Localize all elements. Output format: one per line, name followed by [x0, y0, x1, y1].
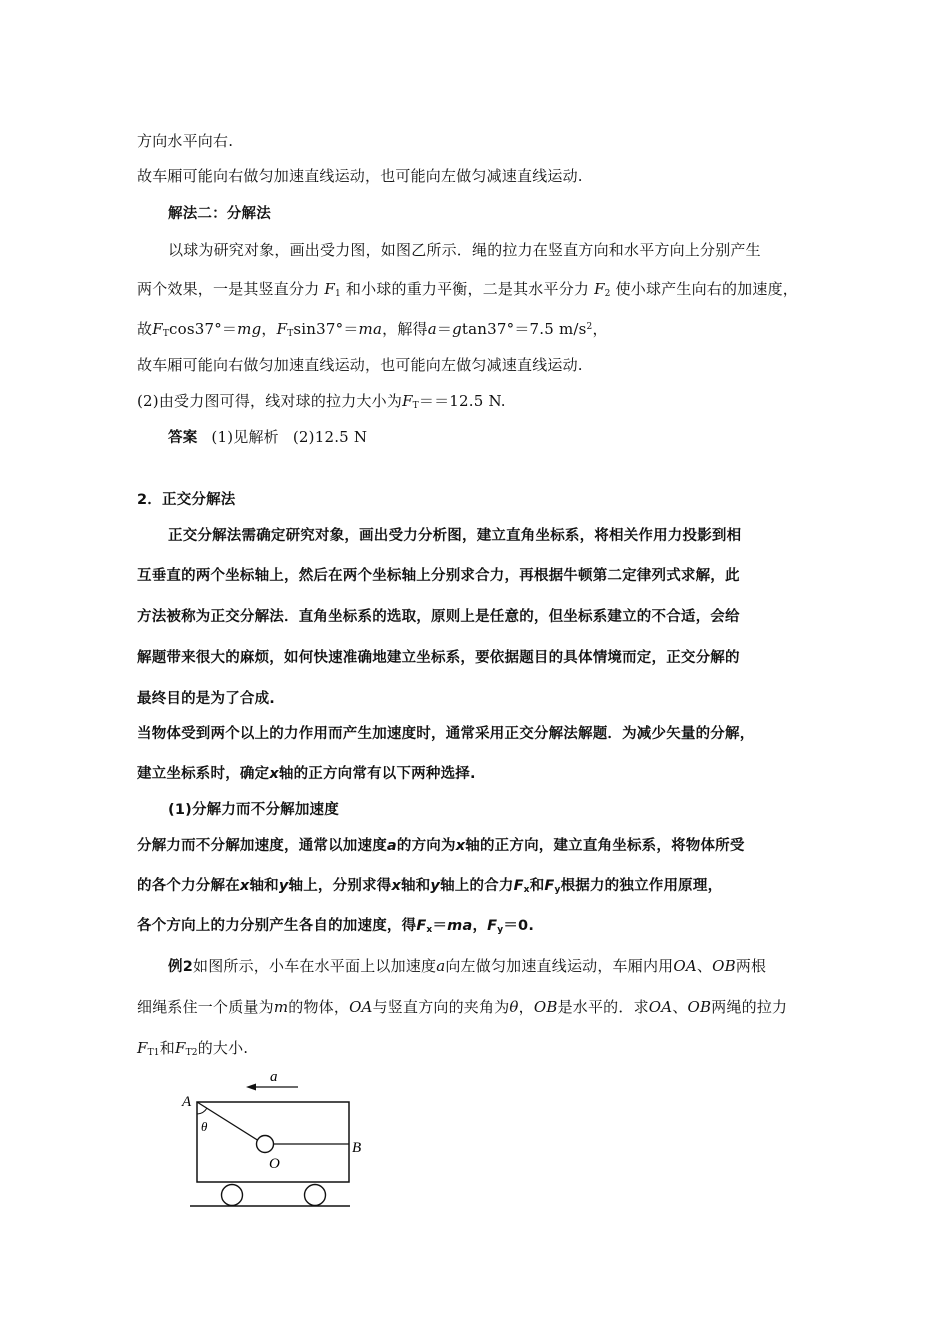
text-line-11: 正交分解法需确定研究对象，画出受力分析图，建立直角坐标系，将相关作用力投影到相: [168, 528, 742, 544]
answer-line: 答案 (1)见解析 (2)12.5 N: [168, 428, 368, 446]
ball-O: [257, 1136, 274, 1153]
label-A: A: [182, 1094, 192, 1110]
example-2-line-3: $F_{T1}$和$F_{T2}$的大小.: [137, 1039, 249, 1058]
text-line-12: 互垂直的两个坐标轴上，然后在两个坐标轴上分别求合力，再根据牛顿第二定律列式求解，此: [137, 568, 740, 584]
text-line-4: 以球为研究对象，画出受力图，如图乙所示．绳的拉力在竖直方向和水平方向上分别产生: [168, 241, 761, 259]
text-line-2: 故车厢可能向右做匀加速直线运动，也可能向左做匀减速直线运动.: [137, 167, 583, 185]
text-line-17: 建立坐标系时，确定x轴的正方向常有以下两种选择.: [137, 766, 476, 782]
text-line-1: 方向水平向右.: [137, 132, 234, 150]
text-line-8: (2)由受力图可得，线对球的拉力大小为$F_T==12.5$ N.: [137, 392, 506, 411]
example-label: 例2: [168, 959, 193, 975]
text-line-7: 故车厢可能向右做匀加速直线运动，也可能向左做匀减速直线运动.: [137, 356, 583, 374]
text-line-20: 的各个力分解在x轴和y轴上，分别求得x轴和y轴上的合力$F_x$和$F_y$根据力的独立作用原理，: [137, 878, 723, 895]
acceleration-arrowhead: [246, 1084, 256, 1091]
text-line-14: 解题带来很大的麻烦，如何快速准确地建立坐标系，要依据题目的具体情境而定，正交分解的: [137, 650, 740, 666]
example-2-line-2: 细绳系住一个质量为m的物体，OA与竖直方向的夹角为θ，OB是水平的．求OA、OB两绳的拉力: [137, 998, 788, 1016]
example-2-line-1: 例2如图所示，小车在水平面上以加速度a向左做匀加速直线运动，车厢内用OA、OB两根: [168, 957, 767, 975]
text-line-21: 各个方向上的力分别产生各自的加速度，得$F_x=ma$，$F_y=0$.: [137, 918, 535, 935]
text-line-6-equations: 故$F_T\cos 37^\circ=mg$，$F_T\sin 37^\circ=ma$，解得a＝gtan37°＝7.5 $m/s^2$，: [137, 320, 608, 339]
wheel-left: [222, 1185, 243, 1206]
section-heading-method-2: 解法二：分解法: [168, 206, 271, 222]
wheel-right: [305, 1185, 326, 1206]
cart-diagram: [170, 1065, 370, 1215]
label-B: B: [352, 1140, 362, 1156]
answer-label: 答案: [168, 430, 198, 446]
subsection-heading-1: (1)分解力而不分解加速度: [168, 802, 339, 818]
text-line-16: 当物体受到两个以上的力作用而产生加速度时，通常采用正交分解法解题．为减少矢量的分解，: [137, 726, 755, 742]
label-theta: θ: [201, 1119, 208, 1134]
section-heading-2: 2．正交分解法: [137, 492, 236, 508]
label-O: O: [269, 1156, 280, 1172]
text-line-15: 最终目的是为了合成.: [137, 691, 276, 707]
angle-arc: [197, 1108, 207, 1114]
text-line-19: 分解力而不分解加速度，通常以加速度a的方向为x轴的正方向，建立直角坐标系，将物体所受: [137, 838, 745, 854]
label-a: a: [270, 1069, 278, 1085]
text-line-5: 两个效果，一是其竖直分力 $F_1$ 和小球的重力平衡，二是其水平分力 $F_2$ 使小球产生向右的加速度，: [137, 280, 798, 299]
text-line-13: 方法被称为正交分解法．直角坐标系的选取，原则上是任意的，但坐标系建立的不合适，会给: [137, 609, 740, 625]
